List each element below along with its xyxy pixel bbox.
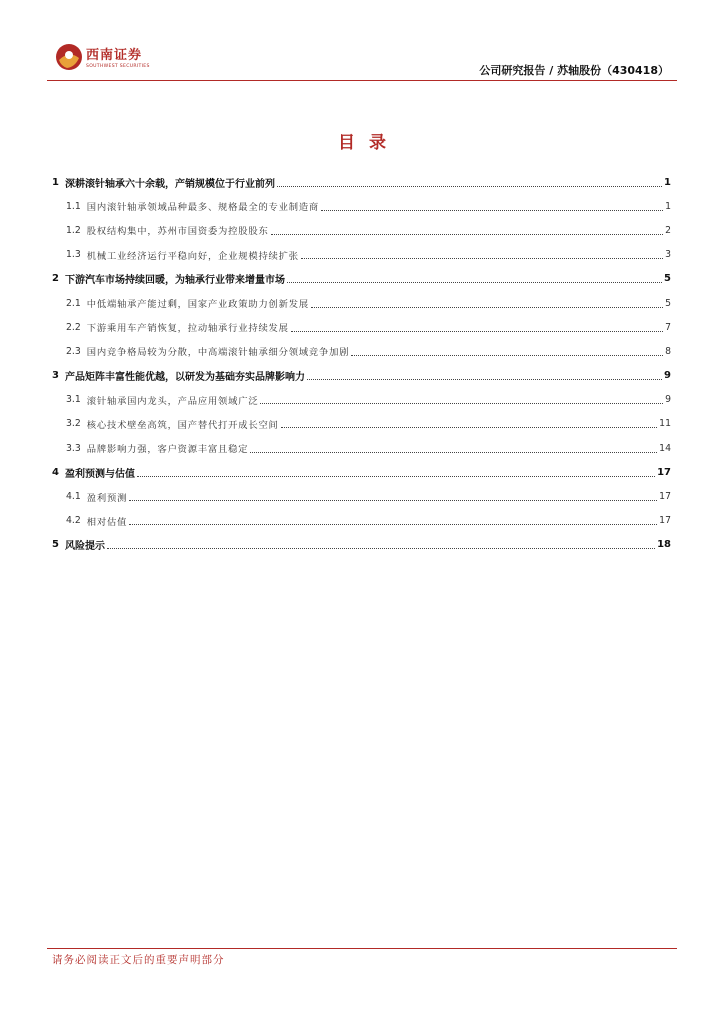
toc-entry-page: 7 [665, 321, 671, 333]
toc-entry[interactable] [52, 267, 671, 291]
toc-entry-number: 1.3 [66, 249, 81, 261]
toc-entry-page: 5 [664, 273, 671, 285]
toc-entry-number: 1.2 [66, 224, 81, 236]
toc-entry[interactable] [52, 315, 671, 339]
toc-entry[interactable] [52, 243, 671, 267]
southwest-securities-logo-icon [55, 43, 83, 71]
toc-leader-dots [107, 548, 655, 549]
toc-entry[interactable] [52, 509, 671, 533]
toc-leader-dots [137, 476, 655, 477]
toc-entry[interactable] [52, 218, 671, 242]
toc-entry-number: 3 [52, 370, 59, 382]
toc-entry-title: 机械工业经济运行平稳向好，企业规模持续扩张 [86, 250, 299, 262]
toc-leader-dots [129, 524, 657, 525]
toc-entry[interactable] [52, 170, 671, 194]
toc-entry-number: 2 [52, 273, 59, 285]
toc-entry-page: 11 [659, 418, 671, 430]
toc-title: 目录 [338, 133, 400, 153]
toc-leader-dots [321, 210, 663, 211]
toc-entry-number: 4.1 [66, 491, 81, 503]
toc-entry-number: 1 [52, 176, 59, 188]
toc-entry-title: 盈利预测与估值 [64, 468, 135, 480]
toc-entry-number: 3.3 [66, 442, 81, 454]
toc-entry-page: 18 [657, 539, 671, 551]
logo-chinese-name: 西南证券 [86, 48, 143, 63]
toc-entry-title: 相对估值 [86, 516, 128, 528]
logo-english-name: SOUTHWEST SECURITIES [86, 64, 150, 69]
toc-entry-title: 滚针轴承国内龙头，产品应用领域广泛 [86, 395, 259, 407]
toc-entry-page: 17 [657, 466, 671, 478]
toc-leader-dots [311, 307, 663, 308]
toc-leader-dots [287, 282, 662, 283]
toc-entry[interactable] [52, 364, 671, 388]
toc-entry[interactable] [52, 194, 671, 218]
toc-entry-number: 4.2 [66, 515, 81, 527]
toc-entry-title: 国内滚针轴承领域品种最多、规格最全的专业制造商 [86, 202, 320, 214]
toc-leader-dots [281, 427, 658, 428]
toc-entry-title: 下游汽车市场持续回暖，为轴承行业带来增量市场 [64, 275, 285, 287]
toc-leader-dots [271, 234, 664, 235]
toc-entry-number: 3.1 [66, 394, 81, 406]
toc-leader-dots [291, 331, 663, 332]
toc-entry-title: 股权结构集中，苏州市国资委为控股股东 [86, 226, 269, 238]
toc-leader-dots [351, 355, 663, 356]
toc-entry[interactable] [52, 460, 671, 484]
page-header [0, 0, 724, 82]
toc-entry-page: 8 [665, 345, 671, 357]
toc-entry-page: 5 [665, 297, 671, 309]
toc-entry-title: 下游乘用车产销恢复，拉动轴承行业持续发展 [86, 323, 289, 335]
toc-entry-page: 2 [665, 224, 671, 236]
toc-entry-page: 14 [659, 442, 671, 454]
toc-entry[interactable] [52, 339, 671, 363]
toc-entry-title: 盈利预测 [86, 492, 128, 504]
toc-entry-title: 深耕滚针轴承六十余载，产销规模位于行业前列 [64, 178, 275, 190]
toc-entry-title: 核心技术壁垒高筑，国产替代打开成长空间 [86, 419, 279, 431]
footer-divider [47, 948, 677, 949]
header-divider [47, 80, 677, 81]
toc-entry-number: 4 [52, 466, 59, 478]
toc-entry-page: 9 [665, 394, 671, 406]
toc-leader-dots [250, 452, 657, 453]
toc-entry-page: 17 [659, 515, 671, 527]
toc-leader-dots [260, 403, 663, 404]
toc-entry-page: 9 [664, 370, 671, 382]
toc-entry[interactable] [52, 388, 671, 412]
toc-entry[interactable] [52, 484, 671, 508]
toc-entry-title: 国内竞争格局较为分散，中高端滚针轴承细分领域竞争加剧 [86, 347, 350, 359]
report-label: 公司研究报告 / 苏轴股份（430418） [479, 64, 669, 77]
toc-entry-title: 风险提示 [64, 541, 105, 553]
toc-entry[interactable] [52, 412, 671, 436]
table-of-contents [52, 170, 671, 557]
toc-entry-number: 1.1 [66, 200, 81, 212]
company-logo [55, 43, 155, 73]
toc-entry[interactable] [52, 291, 671, 315]
toc-entry-page: 1 [665, 200, 671, 212]
toc-entry-number: 2.1 [66, 297, 81, 309]
toc-entry-page: 3 [665, 249, 671, 261]
toc-entry-title: 品牌影响力强，客户资源丰富且稳定 [86, 444, 249, 456]
toc-leader-dots [301, 258, 663, 259]
toc-leader-dots [129, 500, 657, 501]
toc-entry-page: 17 [659, 491, 671, 503]
toc-leader-dots [307, 379, 662, 380]
toc-leader-dots [277, 186, 662, 187]
toc-entry-number: 3.2 [66, 418, 81, 430]
toc-entry-title: 产品矩阵丰富性能优越，以研发为基础夯实品牌影响力 [64, 372, 305, 384]
toc-entry-number: 5 [52, 539, 59, 551]
toc-entry-title: 中低端轴承产能过剩，国家产业政策助力创新发展 [86, 299, 309, 311]
toc-entry-number: 2.2 [66, 321, 81, 333]
footer-disclaimer: 请务必阅读正文后的重要声明部分 [52, 954, 225, 966]
toc-entry[interactable] [52, 436, 671, 460]
toc-entry[interactable] [52, 533, 671, 557]
toc-entry-page: 1 [664, 176, 671, 188]
toc-entry-number: 2.3 [66, 345, 81, 357]
